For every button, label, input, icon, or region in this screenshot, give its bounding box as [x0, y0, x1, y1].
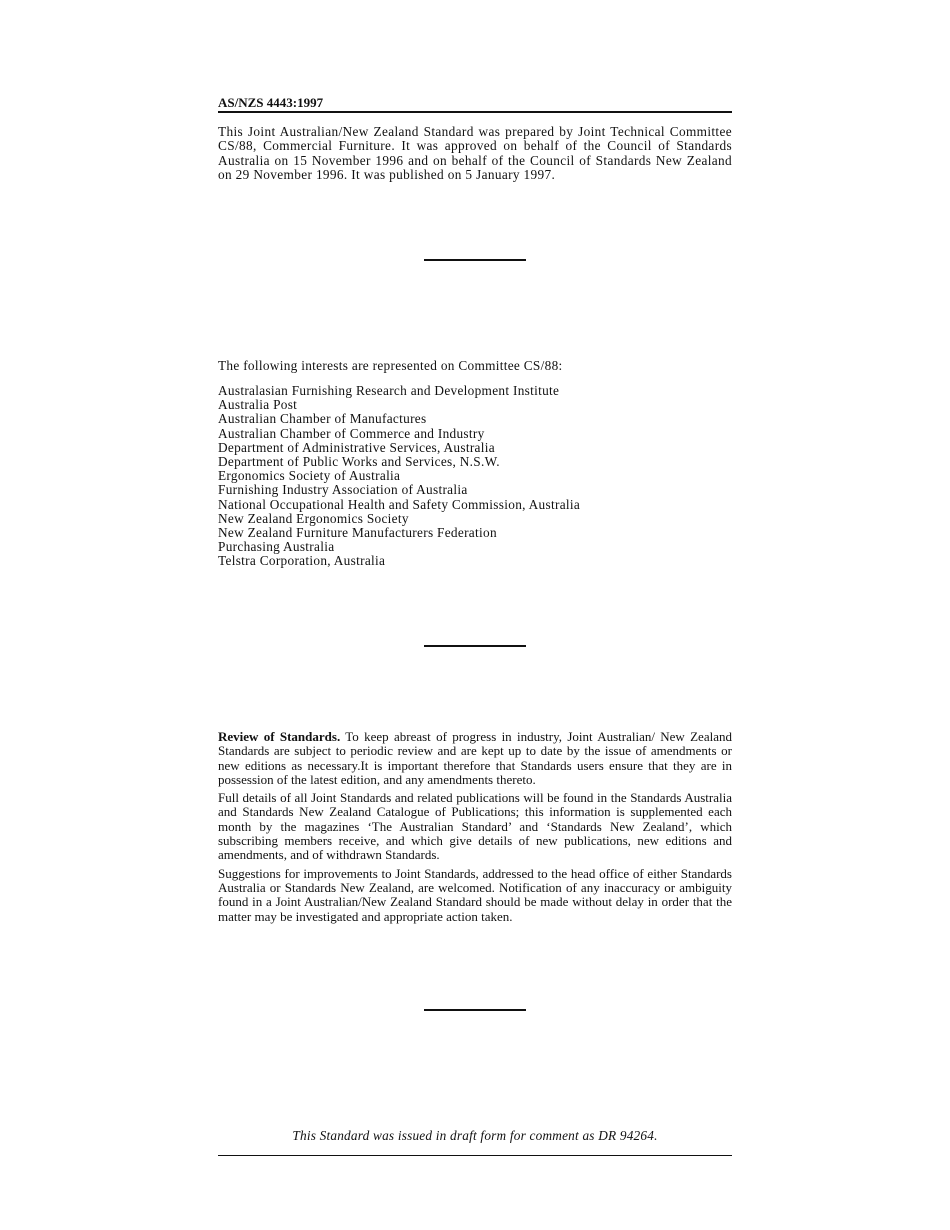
committee-member-list — [218, 384, 732, 569]
section-divider — [424, 645, 526, 647]
committee-member: Ergonomics Society of Australia — [218, 468, 401, 484]
committee-member: National Occupational Health and Safety Commission, Australia — [218, 496, 581, 512]
committee-member: Australasian Furnishing Research and Development Institute — [218, 383, 560, 398]
section-divider — [424, 1009, 526, 1011]
draft-note: This Standard was issued in draft form for comment as DR 94264. — [292, 1128, 658, 1143]
review-paragraph-text: To keep abreast of progress in industry, Joint Australian/ New Zealand Standards are subject to periodic review and are kept up to date by the issue of amendments or new editions as necessary.It is important therefore that Standards users ensure that they are in possession of the latest edition, and any amendments thereto. — [218, 729, 732, 787]
review-heading: Review of Standards. — [218, 729, 341, 744]
committee-member: Australian Chamber of Commerce and Industry — [218, 425, 485, 441]
header-rule — [218, 111, 732, 113]
committee-intro: The following interests are represented on Committee CS/88: — [218, 358, 563, 373]
standard-number: AS/NZS 4443:1997 — [218, 95, 324, 110]
committee-member: New Zealand Furniture Manufacturers Federation — [218, 525, 497, 541]
suggestions-paragraph: Suggestions for improvements to Joint Standards, addressed to the head office of either Standards Australia or Standards New Zealand, are welcomed. Notification of any inaccuracy or ambiguity found in a Joint Australian/New Zealand Standard should be made without delay in order that the matter may be investigated and appropriate action taken. — [218, 865, 732, 924]
committee-member: Purchasing Australia — [218, 539, 335, 555]
committee-member: Telstra Corporation, Australia — [218, 553, 386, 569]
section-divider — [424, 259, 526, 261]
committee-member: Department of Administrative Services, Australia — [218, 439, 495, 455]
footer-rule — [218, 1155, 732, 1156]
approval-statement: This Joint Australian/New Zealand Standard was prepared by Joint Technical Committee CS/88, Commercial Furniture. It was approved on behalf of the Council of Standards Australia on 15 November 1996 and on behalf of the Council of Standards New Zealand on 29 November 1996. It was published on 5 January 1997. — [218, 124, 732, 182]
committee-member: New Zealand Ergonomics Society — [218, 510, 409, 526]
committee-member: Australia Post — [218, 397, 298, 413]
committee-member: Department of Public Works and Services, N.S.W. — [218, 454, 500, 470]
catalogue-paragraph: Full details of all Joint Standards and related publications will be found in the Standards Australia and Standards New Zealand Catalogue of Publications; this information is supplemented each month by the magazines ‘The Australian Standard’ and ‘Standards New Zealand’, which subscribing members receive, and which give details of new publications, new editions and amendments, and of withdrawn Standards. — [218, 790, 732, 863]
committee-member: Furnishing Industry Association of Australia — [218, 482, 468, 498]
review-paragraph — [218, 730, 732, 787]
review-of-standards-section — [218, 730, 732, 928]
committee-member: Australian Chamber of Manufactures — [218, 411, 427, 427]
